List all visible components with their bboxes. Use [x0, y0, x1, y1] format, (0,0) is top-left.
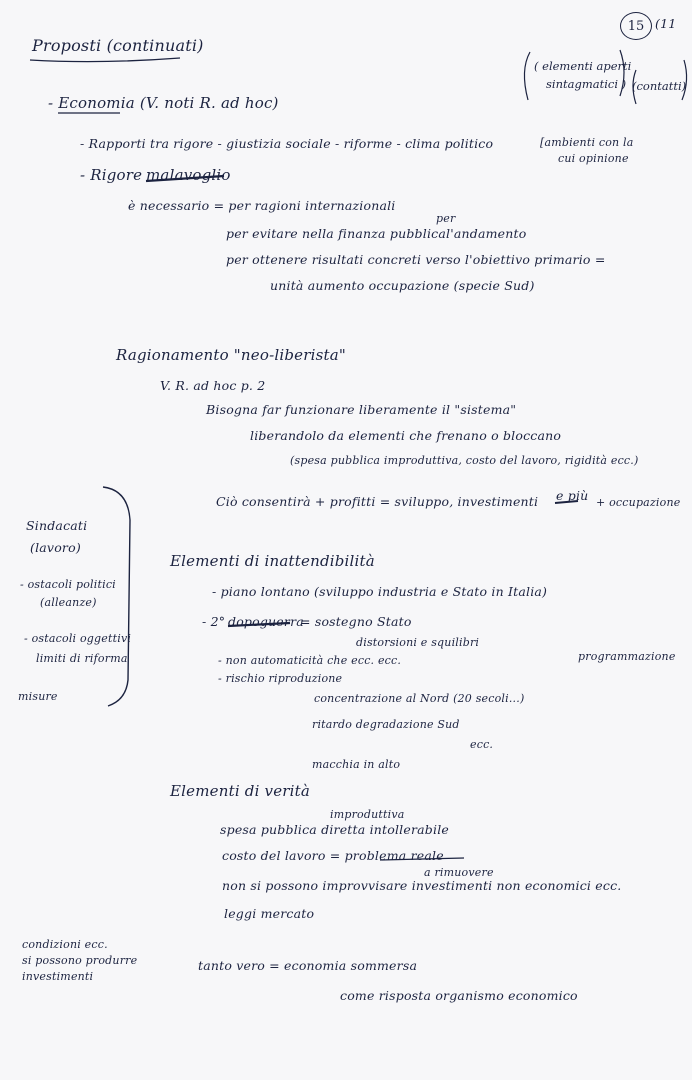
- margin-note-5c: investimenti: [22, 970, 94, 983]
- elementi-2-super-1: improduttiva: [330, 808, 405, 821]
- page-number-badge: [620, 12, 652, 40]
- elementi-1-line-2-sub: distorsioni e squilibri: [356, 636, 480, 649]
- margin-note-1a: Sindacati: [26, 518, 88, 533]
- elementi-1-line-2-struck: dopoguerra: [228, 614, 304, 629]
- ragionamento-line-2: liberandolo da elementi che frenano o bloccano: [250, 428, 562, 443]
- margin-note-3a: - ostacoli oggettivi: [24, 632, 132, 645]
- elementi-2-line-4: leggi mercato: [224, 906, 315, 921]
- top-right-note-1: ( elementi aperti: [534, 59, 632, 73]
- ragionamento-heading: Ragionamento "neo-liberista": [116, 346, 346, 364]
- elementi-1-line-6-tail: ecc.: [470, 738, 494, 751]
- elementi-2-line-2: costo del lavoro = problema reale: [222, 848, 444, 863]
- elementi-2-heading: Elementi di verità: [170, 782, 311, 800]
- margin-note-5b: si possono produrre: [22, 954, 138, 967]
- page-title: Proposti (continuati): [32, 36, 204, 55]
- elementi-1-line-2-tail: = sostegno Stato: [300, 614, 412, 629]
- top-right-note-1b: sintagmatici ): [546, 77, 627, 91]
- elementi-1-line-5: concentrazione al Nord (20 secoli...): [314, 692, 525, 705]
- economia-line-4-super: per: [436, 212, 456, 225]
- economia-line-3: è necessario = per ragioni internazionali: [128, 198, 396, 213]
- page-number-suffix: (11: [655, 16, 677, 31]
- economia-line-1: - Rapporti tra rigore - giustizia sociale - riforme - clima politico: [80, 136, 494, 151]
- ragionamento-ref: V. R. ad hoc p. 2: [160, 378, 266, 393]
- ragionamento-line-4-tail: + occupazione: [596, 496, 681, 509]
- margin-note-2a: - ostacoli politici: [20, 578, 116, 591]
- economia-line-5: per ottenere risultati concreti verso l'obiettivo primario =: [226, 252, 606, 267]
- elementi-2-line-3: non si possono improvvisare investimenti non economici ecc.: [222, 878, 622, 893]
- ragionamento-line-1: Bisogna far funzionare liberamente il "sistema": [206, 402, 517, 417]
- economia-line-2-struck: malavoglio: [146, 166, 231, 184]
- elementi-1-line-4: - rischio riproduzione: [218, 672, 343, 685]
- top-right-note-2: (contatti): [632, 79, 687, 93]
- elementi-1-heading: Elementi di inattendibilità: [170, 552, 375, 570]
- elementi-1-line-2-prefix: - 2°: [202, 614, 226, 629]
- margin-note-2b: (alleanze): [40, 596, 97, 609]
- economia-line-6: unità aumento occupazione (specie Sud): [270, 278, 535, 293]
- margin-note-1b: (lavoro): [30, 540, 81, 555]
- margin-note-4: misure: [18, 690, 58, 703]
- economia-heading: - Economia (V. noti R. ad hoc): [48, 94, 279, 112]
- economia-line-2: - Rigore: [80, 166, 143, 184]
- elementi-2-super-2: a rimuovere: [424, 866, 494, 879]
- conclusione-line-2: come risposta organismo economico: [340, 988, 578, 1003]
- economia-line-4-tail: l'andamento: [446, 226, 527, 241]
- elementi-1-line-3: - non automaticità che ecc. ecc.: [218, 654, 402, 667]
- margin-note-5a: condizioni ecc.: [22, 938, 108, 951]
- page-number: 15: [627, 18, 645, 34]
- elementi-2-line-1: spesa pubblica diretta intollerabile: [220, 822, 449, 837]
- economia-line-4: per evitare nella finanza pubblica: [226, 226, 446, 241]
- elementi-1-line-6: ritardo degradazione Sud: [312, 718, 460, 731]
- ragionamento-line-4-struck: e più: [556, 488, 589, 503]
- elementi-1-line-1: - piano lontano (sviluppo industria e Stato in Italia): [212, 584, 548, 599]
- elementi-1-line-7: macchia in alto: [312, 758, 401, 771]
- ragionamento-line-3: (spesa pubblica improduttiva, costo del lavoro, rigidità ecc.): [290, 454, 639, 467]
- economia-note-b: cui opinione: [558, 152, 629, 165]
- elementi-1-line-4-side: programmazione: [578, 650, 676, 663]
- margin-note-3b: limiti di riforma: [36, 652, 128, 665]
- conclusione-line-1: tanto vero = economia sommersa: [198, 958, 418, 973]
- economia-note-a: [ambienti con la: [540, 136, 634, 149]
- ragionamento-line-4: Ciò consentirà + profitti = sviluppo, investimenti: [216, 494, 539, 509]
